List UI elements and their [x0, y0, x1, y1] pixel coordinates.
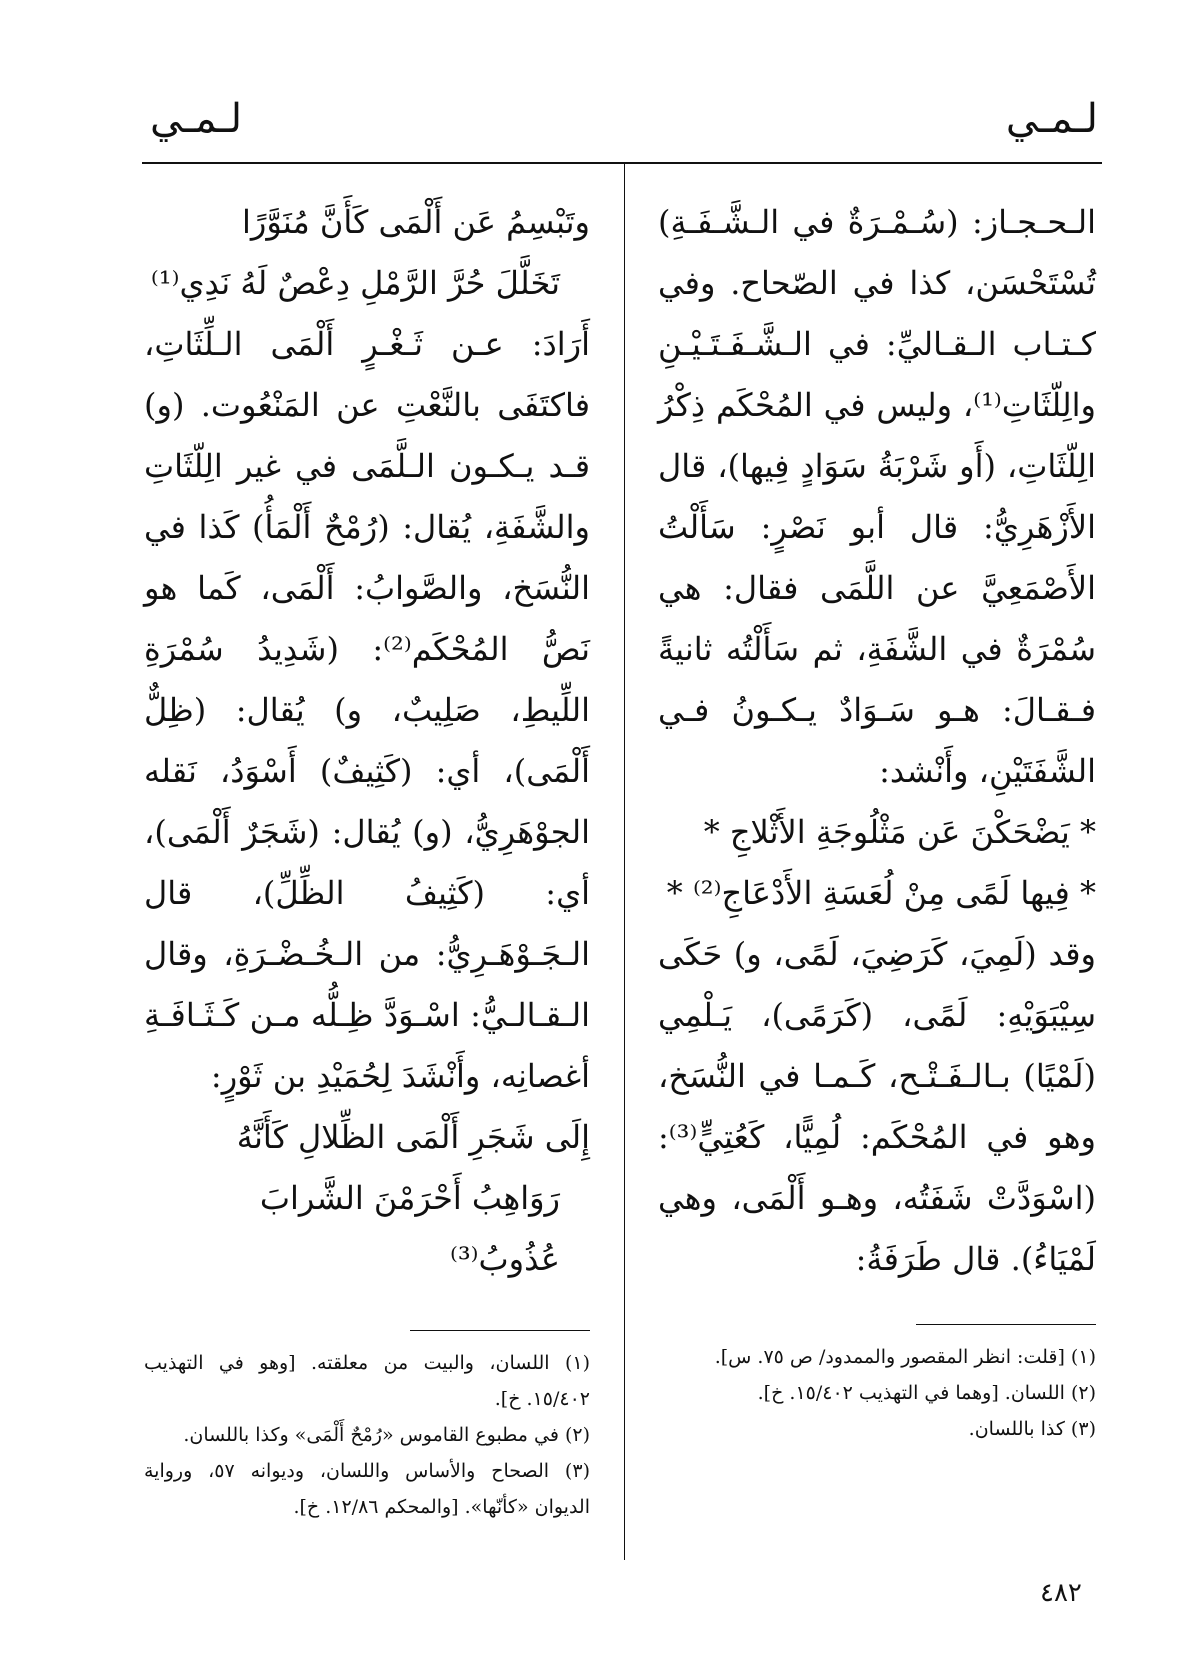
right-column	[658, 192, 1096, 1447]
footnotes-right	[658, 1339, 1096, 1447]
left-verse-1-line-2: تَخَلَّلَ حُرَّ الرَّمْلِ دِعْصٌ لَهُ نَدِي⁽¹⁾	[150, 264, 560, 302]
left-verse-2-line-2: رَوَاهِبُ أَحْرَمْنَ الشَّرابَ عُذُوبُ⁽³⁾	[259, 1179, 560, 1278]
left-paragraph: أَرَادَ: عـن ثَـغْـرٍ أَلْمَى الـلِّثَاتِ، فاكتَفَى بالنَّعْتِ عن المَنْعُوت. (و) قـد يـكـون الـلَّمَى في غير الِلّثَاتِ والشَّفَةِ، يُقال: (رُمْحٌ أَلْمَأُ) كَذا في النُّسَخ، والصَّوابُ: أَلْمَى، كَما هو نَصُّ المُحْكَم⁽²⁾: (شَدِيدُ سُمْرَةِ اللِّيطِ، صَلِيبٌ، و) يُقال: (ظِلٌّ أَلْمَى)، أي: (كَثِيفٌ) أَسْوَدُ، نَقله الجوْهَرِيُّ، (و) يُقال: (شَجَرٌ أَلْمَى)، أي: (كَثِيفُ الظِّلِّ)، قال الـجَـوْهَـرِيُّ: من الـخُـضْـرَةِ، وقال الـقـالـيُّ: اسْـوَدَّ ظِـلُّه مـن كَـثَـافَـةِ أغصانِه، وأَنْشَدَ لِحُمَيْدِ بن ثَوْرٍ:	[144, 325, 590, 1095]
right-verse-1: * يَضْحَكْنَ عَن مَثْلُوجَةِ الأَثْلاجِ *	[703, 813, 1096, 851]
running-header-left: لـمـي	[150, 96, 243, 142]
footnotes-left	[144, 1345, 590, 1525]
left-verse-1-line-1: وتَبْسِمُ عَن أَلْمَى كَأَنَّ مُنَوَّرًا	[242, 203, 590, 241]
right-paragraph-1: الـحـجـاز: (سُـمْـرَةٌ في الـشَّـفَـةِ) تُسْتَحْسَن، كذا في الصّحاح. وفي كـتـاب الـقـاليِّ: في الـشَّـفَـتَـيْـنِ والِلّثَاتِ⁽¹⁾، وليس في المُحْكَم ذِكْرُ الِلّثَاتِ، (أَو شَرْبَةُ سَوَادٍ فِيها)، قال الأَزْهَرِيُّ: قال أبو نَصْرٍ: سَأَلْتُ الأَصْمَعِيَّ عن اللَّمَى فقال: هي سُمْرَةٌ في الشَّفَةِ، ثم سَأَلْتُه ثانيةً فـقـالَ: هـو سَـوَادٌ يـكـونُ فـي الشَّفَتَيْنِ، وأَنْشد:	[658, 203, 1096, 790]
header-rule	[142, 162, 1102, 164]
right-paragraph-2: وقد (لَمِيَ، كَرَضِيَ، لَمًى، و) حَكَى سِيْبَوَيْهِ: لَمًى، (كَرَمًى)، يَـلْمِي (لَمْيًا) بـالـفَـتْـح، كَـمـا في النُّسَخ، وهو في المُحْكَم: لُمِيًّا، كَعُتِيٍّ⁽³⁾: (اسْوَدَّتْ شَفَتُه، وهـو أَلْمَى، وهي لَمْيَاءُ). قال طَرَفَةُ:	[658, 935, 1096, 1278]
footnote-left-3: (٣) الصحاح والأساس واللسان، وديوانه ٥٧، ورواية الديوان «كأنّها». [والمحكم ١٢/٨٦. خ].	[144, 1460, 590, 1518]
left-verse-2-line-1: إِلَى شَجَرِ أَلْمَى الظِّلالِ كَأَنَّهُ	[236, 1118, 590, 1156]
right-verse-2: * فِيها لَمًى مِنْ لُعَسَةِ الأَدْعَاجِ⁽²⁾ *	[666, 874, 1096, 912]
column-divider	[624, 164, 625, 1560]
footnote-left-2: (٢) في مطبوع القاموس «رُمْحٌ أَلْمَى» وكذا باللسان.	[183, 1424, 590, 1446]
footnote-rule-left	[410, 1330, 590, 1331]
page-number: ٤٨٢	[1040, 1578, 1082, 1608]
left-column	[144, 192, 590, 1525]
footnote-right-3: (٣) كذا باللسان.	[968, 1418, 1096, 1440]
footnote-right-2: (٢) اللسان. [وهما في التهذيب ١٥/٤٠٢. خ].	[757, 1382, 1096, 1404]
running-header-right: لـمـي	[1005, 96, 1098, 142]
footnote-left-1: (١) اللسان، والبيت من معلقته. [وهو في التهذيب ١٥/٤٠٢. خ].	[144, 1352, 590, 1410]
footnote-rule-right	[916, 1324, 1096, 1325]
footnote-right-1: (١) [قلت: انظر المقصور والممدود/ ص ٧٥. س].	[714, 1346, 1096, 1368]
